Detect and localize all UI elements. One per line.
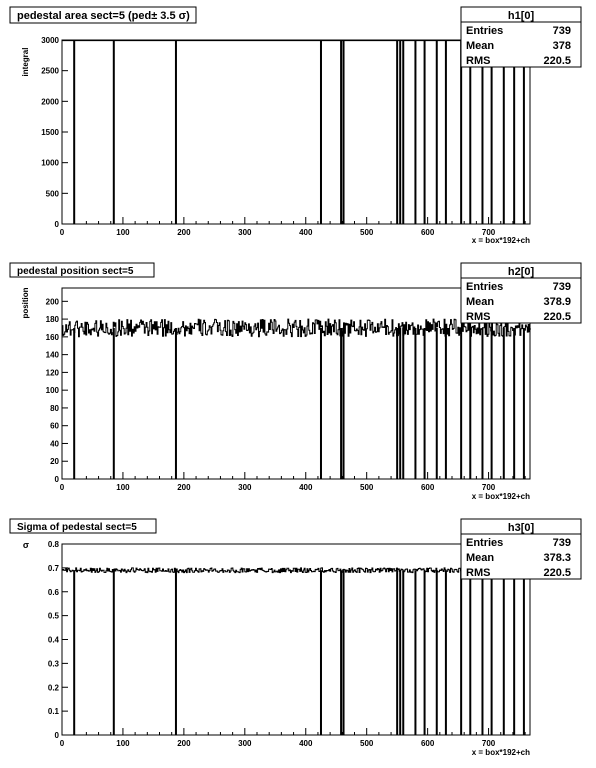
x-tick-label: 0 [59, 739, 65, 748]
y-tick-label: 0.5 [47, 611, 59, 621]
y-tick-label: 0.6 [47, 587, 59, 597]
x-tick-label: 400 [299, 739, 313, 748]
stats-rms-label: RMS [466, 311, 491, 323]
stats-rms-value: 220.5 [543, 55, 571, 67]
x-tick-label: 400 [299, 228, 313, 237]
y-tick-label: 180 [45, 315, 59, 325]
histogram-series [62, 319, 531, 479]
y-axis-label: integral [21, 47, 30, 77]
y-tick-label: 0.4 [47, 635, 59, 645]
chart-title: pedestal position sect=5 [17, 266, 134, 277]
stats-mean-value: 378.9 [543, 296, 571, 308]
x-tick-label: 100 [116, 483, 130, 492]
x-axis [60, 728, 525, 748]
x-axis-label: x = box*192+ch [471, 748, 530, 757]
stats-box [461, 519, 581, 579]
y-tick-label: 1000 [41, 158, 59, 168]
y-tick-label: 2500 [41, 66, 59, 76]
plot-frame [62, 288, 530, 479]
y-tick-label: 3000 [41, 36, 59, 45]
y-tick-label: 0 [54, 220, 59, 229]
stats-mean-label: Mean [466, 552, 495, 564]
y-tick-label: 80 [50, 403, 59, 413]
y-tick-label: 0 [54, 731, 59, 740]
stats-entries-label: Entries [466, 25, 504, 37]
y-tick-label: 160 [45, 332, 59, 342]
stats-rms-value: 220.5 [543, 311, 571, 323]
x-axis [60, 472, 525, 492]
y-tick-label: 20 [50, 457, 59, 467]
y-tick-label: 140 [45, 350, 59, 360]
stats-entries-label: Entries [466, 281, 504, 293]
panel-3 [10, 519, 581, 757]
x-tick-label: 600 [420, 739, 435, 748]
stats-name: h2[0] [507, 266, 535, 278]
plot-frame [62, 40, 530, 224]
chart-title: pedestal area sect=5 (ped± 3.5 σ) [17, 10, 190, 22]
stats-entries-label: Entries [466, 537, 504, 549]
y-tick-label: 200 [45, 297, 59, 307]
x-axis-label: x = box*192+ch [471, 492, 530, 501]
x-tick-label: 700 [481, 739, 496, 748]
stats-box [461, 263, 581, 323]
stats-mean-label: Mean [466, 296, 495, 308]
stats-rms-label: RMS [466, 567, 491, 579]
chart-title: Sigma of pedestal sect=5 [17, 522, 137, 533]
y-tick-label: 40 [50, 439, 59, 449]
y-tick-label: 60 [50, 421, 59, 431]
x-axis-label: x = box*192+ch [471, 236, 530, 245]
y-tick-label: 0 [54, 475, 59, 484]
stats-mean-label: Mean [466, 40, 495, 52]
stats-entries-value: 739 [552, 537, 571, 549]
x-tick-label: 0 [59, 483, 65, 492]
stats-mean-value: 378 [552, 40, 571, 52]
x-tick-label: 500 [360, 739, 374, 748]
stats-mean-value: 378.3 [543, 552, 571, 564]
y-tick-label: 100 [45, 386, 59, 396]
y-tick-label: 0.2 [47, 683, 59, 693]
histogram-series [62, 568, 531, 735]
x-tick-label: 300 [238, 483, 252, 492]
x-tick-label: 100 [116, 739, 130, 748]
y-axis [46, 297, 68, 484]
x-tick-label: 500 [360, 483, 374, 492]
stats-rms-label: RMS [466, 55, 491, 67]
y-tick-label: 120 [45, 368, 59, 378]
x-tick-label: 700 [481, 483, 496, 492]
histogram-series [62, 41, 531, 224]
x-tick-label: 100 [116, 228, 130, 237]
panel-2 [10, 263, 581, 501]
x-tick-label: 0 [59, 228, 65, 237]
y-tick-label: 0.8 [47, 540, 59, 549]
stats-name: h1[0] [507, 10, 535, 22]
y-tick-label: 500 [45, 189, 59, 199]
plot-frame [62, 544, 530, 735]
x-tick-label: 600 [420, 228, 435, 237]
stats-entries-value: 739 [552, 25, 571, 37]
y-tick-label: 2000 [41, 97, 59, 107]
x-tick-label: 400 [299, 483, 313, 492]
x-tick-label: 600 [420, 483, 435, 492]
y-tick-label: 0.3 [47, 659, 59, 669]
stats-box [461, 7, 581, 67]
x-tick-label: 300 [238, 739, 252, 748]
stats-rms-value: 220.5 [543, 567, 571, 579]
y-tick-label: 0.7 [47, 563, 59, 573]
y-tick-label: 1500 [41, 128, 59, 137]
panel-1 [10, 7, 581, 245]
x-tick-label: 500 [360, 228, 374, 237]
x-tick-label: 300 [238, 228, 252, 237]
x-tick-label: 200 [177, 483, 191, 492]
y-axis [41, 36, 68, 229]
y-axis-label: position [21, 287, 30, 319]
x-tick-label: 200 [177, 739, 191, 748]
x-tick-label: 200 [177, 228, 191, 237]
x-axis [60, 217, 525, 237]
y-axis-label: σ [22, 540, 30, 550]
stats-name: h3[0] [507, 522, 535, 534]
y-tick-label: 0.1 [47, 707, 59, 717]
stats-entries-value: 739 [552, 281, 571, 293]
x-tick-label: 700 [481, 228, 496, 237]
